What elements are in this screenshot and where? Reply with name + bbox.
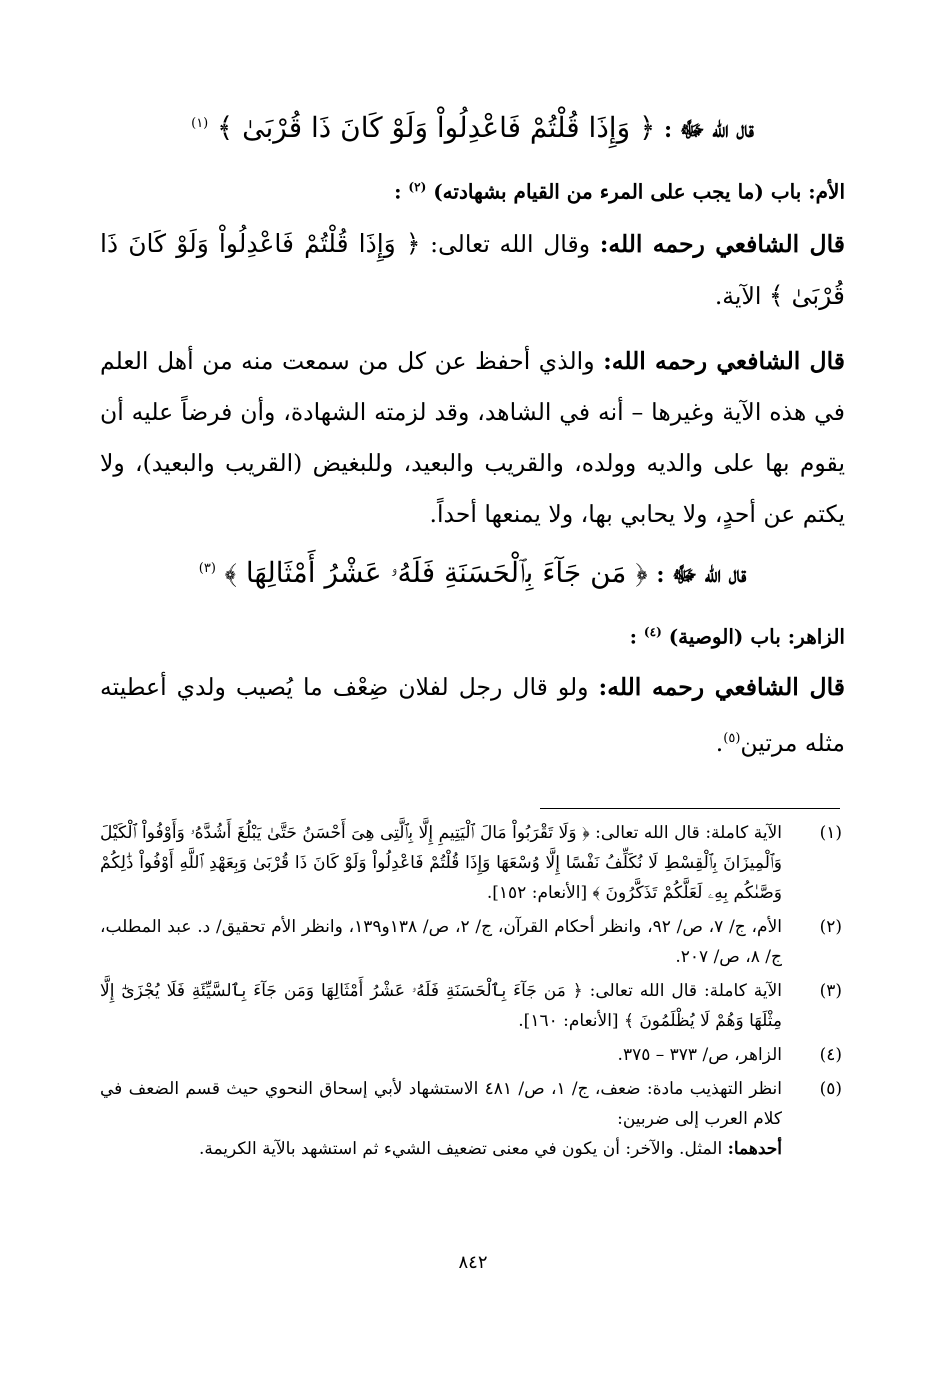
chapter-colon: : bbox=[394, 179, 402, 204]
footnote-text: الآية كاملة: قال الله تعالى: ﴿ مَن جَآءَ بِٱلْحَسَنَةِ فَلَهُۥ عَشْرُ أَمْثَالِهَا وَمَن جَآءَ بِٱلسَّيِّئَةِ فَلَا يُجْزَىٰٓ إِلَّا مِثْلَهَا وَهُمْ لَا يُظْلَمُونَ ﴾ [الأنعام: ١٦٠]. bbox=[100, 981, 782, 1031]
footnote-number: (٥) bbox=[819, 1079, 842, 1099]
section-verse-heading-2 bbox=[100, 540, 845, 604]
paragraph-text: ولو قال رجل لفلان ضِعْف ما يُصيب ولدي أعطيته مثله مرتين bbox=[100, 673, 845, 758]
footnote-number: (٤) bbox=[819, 1045, 842, 1065]
paragraph-speaker: قال الشافعي رحمه الله: bbox=[599, 229, 846, 258]
footnote-text: الزاهر، ص/ ٣٧٣ – ٣٧٥. bbox=[617, 1045, 782, 1065]
footnotes bbox=[100, 818, 842, 1168]
quran-verse: ﴿ وَإِذَا قُلْتُمْ فَاعْدِلُواْ وَلَوْ كَانَ ذَا قُرْبَىٰ ﴾ bbox=[100, 228, 845, 310]
quran-verse: ﴿ وَإِذَا قُلْتُمْ فَاعْدِلُواْ وَلَوْ كَانَ ذَا قُرْبَىٰ ﴾ bbox=[216, 111, 656, 144]
footnote-text: انظر التهذيب مادة: ضعف، ج/ ١، ص/ ٤٨١ الاستشهاد لأبي إسحاق النحوي حيث قسم الضعف في كلام العرب إلى ضربين: bbox=[100, 1079, 783, 1129]
chapter-heading-2 bbox=[100, 610, 845, 659]
paragraph-speaker: قال الشافعي رحمه الله: bbox=[603, 346, 845, 375]
chapter-heading-1 bbox=[100, 165, 845, 214]
quran-verse: ﴿ مَن جَآءَ بِٱلْحَسَنَةِ فَلَهُۥ عَشْرُ أَمْثَالِهَا ﴾ bbox=[224, 555, 648, 589]
paragraph-text: وقال الله تعالى: bbox=[430, 229, 591, 258]
section-verse-heading-1 bbox=[100, 95, 845, 159]
footnote-ref[interactable]: (١) bbox=[191, 116, 209, 131]
chapter-title: الأم: باب (ما يجب على المرء من القيام بشهادته) bbox=[433, 179, 845, 204]
paragraph-text: والذي أحفظ عن كل من سمعت منه من أهل العلم في هذه الآية وغيرها – أنه في الشاهد، وقد لزمته الشهادة، وأن فرضاً عليه أن يقوم بها على والديه وولده، والقريب والبعيد، وللبغيض (القريب والبعيد)، ولا يكتم عن أحدٍ، ولا يحابي بها، ولا يمنعها أحداً. bbox=[100, 346, 845, 528]
main-text bbox=[100, 95, 845, 769]
verse-speaker: قال الله ﷻ : bbox=[664, 117, 754, 143]
footnote-item bbox=[100, 818, 842, 908]
chapter-colon: : bbox=[629, 624, 637, 649]
footnote-ref[interactable]: (٢) bbox=[408, 180, 427, 194]
footnote-extra bbox=[100, 1134, 782, 1164]
paragraph-text: الآية. bbox=[714, 281, 762, 310]
paragraph-2 bbox=[100, 336, 845, 540]
footnote-item bbox=[100, 976, 842, 1036]
footnote-ref[interactable]: (٤) bbox=[643, 624, 662, 639]
footnote-number: (١) bbox=[819, 823, 842, 843]
verse-speaker: قال الله ﷻ : bbox=[656, 561, 747, 588]
footnote-item bbox=[100, 912, 842, 972]
footnote-ref[interactable]: (٥) bbox=[723, 731, 741, 747]
footnote-divider bbox=[540, 808, 840, 809]
chapter-title: الزاهر: باب (الوصية) bbox=[668, 624, 845, 649]
paragraph-speaker: قال الشافعي رحمه الله: bbox=[598, 673, 845, 702]
footnote-number: (٣) bbox=[819, 981, 842, 1001]
footnote-ref[interactable]: (٣) bbox=[198, 560, 216, 576]
footnote-extra-text: المثل. والآخر: أن يكون في معنى تضعيف الشيء ثم استشهد بالآية الكريمة. bbox=[198, 1139, 723, 1159]
paragraph-1 bbox=[100, 218, 845, 322]
footnote-extra-label: أحدهما: bbox=[727, 1139, 782, 1159]
footnote-text: الآية كاملة: قال الله تعالى: ﴿ وَلَا تَقْرَبُواْ مَالَ ٱلْيَتِيمِ إِلَّا بِٱلَّتِى هِىَ أَحْسَنُ حَتَّىٰ يَبْلُغَ أَشُدَّهُۥ وَأَوْفُواْ ٱلْكَيْلَ وَٱلْمِيزَانَ بِٱلْقِسْطِ لَا نُكَلِّفُ نَفْسًا إِلَّا وُسْعَهَا وَإِذَا قُلْتُمْ فَاعْدِلُواْ وَلَوْ كَانَ ذَا قُرْبَىٰ وَبِعَهْدِ ٱللَّهِ أَوْفُواْ ذَٰلِكُمْ وَصَّىٰكُم بِهِۦ لَعَلَّكُمْ تَذَكَّرُونَ ﴾ [الأنعام: ١٥٢]. bbox=[100, 823, 782, 903]
footnote-text: الأم، ج/ ٧، ص/ ٩٢، وانظر أحكام القرآن، ج/ ٢، ص/ ١٣٨و١٣٩، وانظر الأم تحقيق/ د. عبد المطلب، ج/ ٨، ص/ ٢٠٧. bbox=[100, 917, 782, 967]
footnote-item bbox=[100, 1040, 842, 1070]
paragraph-3 bbox=[100, 662, 845, 769]
paragraph-end: . bbox=[715, 729, 724, 758]
footnote-number: (٢) bbox=[819, 917, 842, 937]
page-number: ٨٤٢ bbox=[458, 1252, 488, 1273]
footnote-item bbox=[100, 1074, 842, 1164]
